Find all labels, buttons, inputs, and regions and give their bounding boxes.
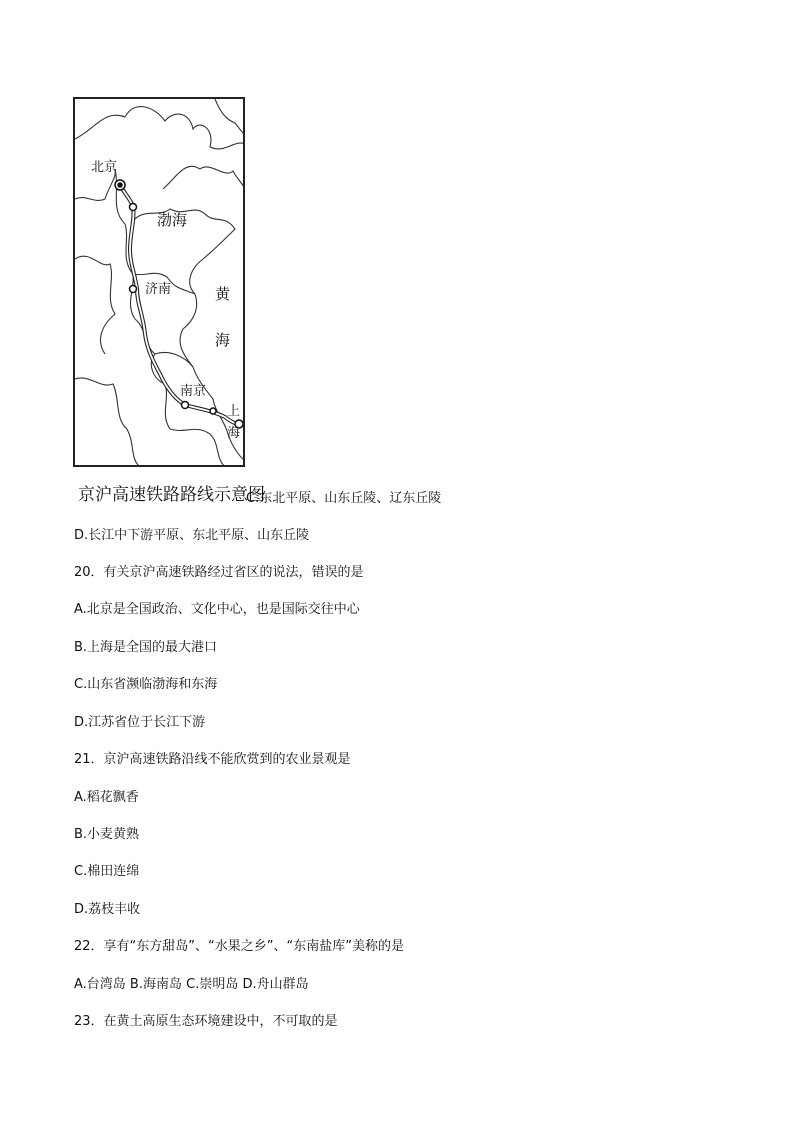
q20-stem: 20．有关京沪高速铁路经过省区的说法，错误的是 bbox=[74, 565, 364, 580]
q21-stem: 21．京沪高速铁路沿线不能欣赏到的农业景观是 bbox=[74, 752, 351, 767]
q22-stem: 22．享有“东方甜岛”、“水果之乡”、“东南盐库”美称的是 bbox=[74, 939, 404, 954]
map-caption: 京沪高速铁路路线示意图 bbox=[78, 485, 265, 505]
boundary-southwest bbox=[75, 378, 140, 467]
station-jinan bbox=[130, 286, 137, 293]
q21-option-c: C.棉田连绵 bbox=[74, 864, 140, 879]
boundary-north bbox=[75, 107, 245, 149]
boundary-west bbox=[75, 256, 115, 354]
label-shanghai-2: 海 bbox=[227, 426, 241, 441]
boundary-east-north bbox=[215, 99, 245, 134]
label-shanghai-1: 上 bbox=[227, 404, 241, 419]
q22-options: A.台湾岛 B.海南岛 C.崇明岛 D.舟山群岛 bbox=[74, 977, 309, 992]
q20-option-b: B.上海是全国的最大港口 bbox=[74, 640, 218, 655]
q23-stem: 23．在黄土高原生态环境建设中，不可取的是 bbox=[74, 1014, 338, 1029]
map-drawing bbox=[75, 99, 245, 467]
q19-option-c: C.东北平原、山东丘陵、辽东丘陵 bbox=[246, 491, 442, 506]
q20-option-a: A.北京是全国政治、文化中心，也是国际交往中心 bbox=[74, 602, 360, 617]
boundary-liaodong bbox=[163, 166, 245, 189]
q21-option-b: B.小麦黄熟 bbox=[74, 827, 140, 842]
label-beijing: 北京 bbox=[91, 160, 118, 175]
q20-option-c: C.山东省濒临渤海和东海 bbox=[74, 677, 218, 692]
label-bohai: 渤海 bbox=[157, 211, 188, 229]
q20-option-d: D.江苏省位于长江下游 bbox=[74, 715, 206, 730]
label-huanghai-1: 黄 bbox=[215, 285, 231, 303]
label-huanghai-2: 海 bbox=[215, 331, 231, 349]
boundary-anhui bbox=[135, 319, 170, 429]
q21-option-d: D.荔枝丰收 bbox=[74, 902, 141, 917]
label-nanjing: 南京 bbox=[180, 384, 207, 399]
railway-map bbox=[73, 97, 245, 467]
boundary-south bbox=[170, 429, 225, 467]
label-jinan: 济南 bbox=[145, 282, 172, 297]
station-tianjin bbox=[130, 204, 137, 211]
station-nanjing bbox=[182, 402, 189, 409]
q19-option-d: D.长江中下游平原、东北平原、山东丘陵 bbox=[74, 528, 310, 543]
station-suzhou bbox=[210, 408, 216, 414]
q21-option-a: A.稻花飘香 bbox=[74, 790, 139, 805]
